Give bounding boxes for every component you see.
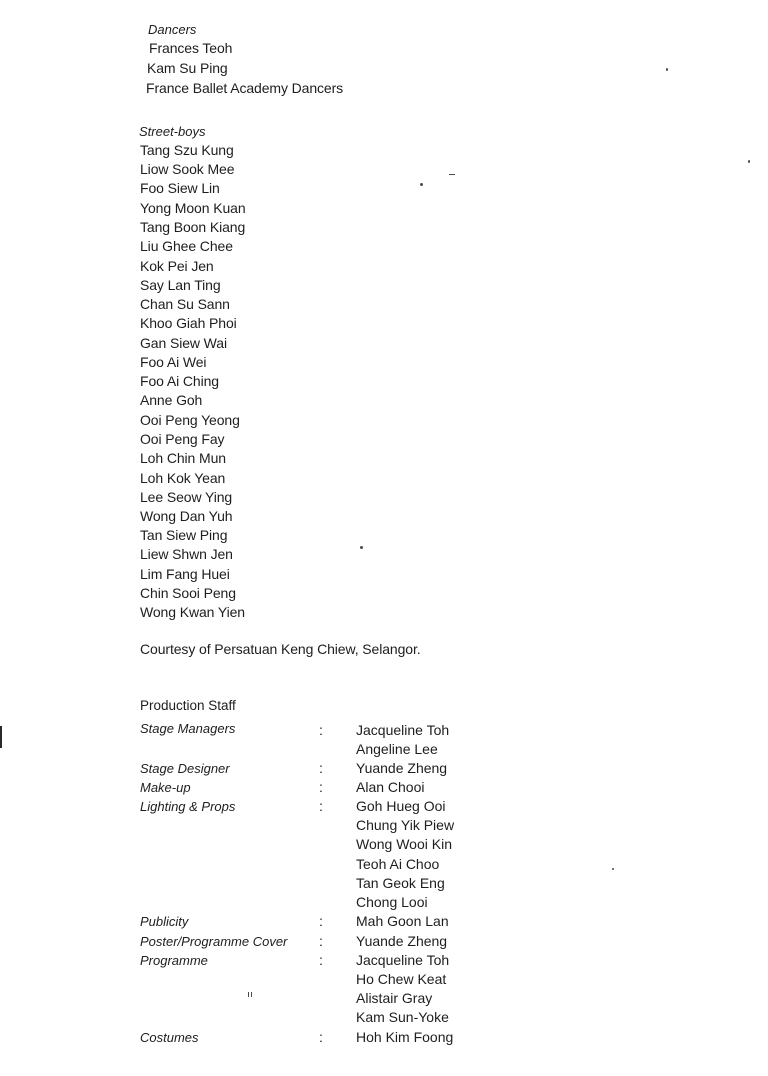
- street-boys-heading: Street-boys: [139, 124, 206, 139]
- staff-name: Yuande Zheng: [356, 760, 448, 776]
- staff-name: Teoh Ai Choo: [356, 856, 440, 872]
- staff-role: Costumes: [140, 1030, 199, 1045]
- street-boy-name: Loh Chin Mun: [140, 450, 226, 466]
- staff-name: Angeline Lee: [356, 741, 438, 757]
- street-boy-name: Tang Boon Kiang: [140, 219, 246, 235]
- staff-name: Yuande Zheng: [356, 933, 448, 949]
- staff-role: Programme: [140, 953, 208, 968]
- street-boy-name: Ooi Peng Yeong: [140, 412, 240, 428]
- scan-speck: [360, 546, 363, 549]
- staff-separator: :: [319, 1029, 323, 1045]
- scan-speck: [612, 868, 614, 870]
- street-boy-name: Anne Goh: [140, 392, 203, 408]
- scan-speck: [251, 992, 252, 997]
- staff-separator: :: [319, 798, 323, 814]
- street-boy-name: Foo Ai Wei: [140, 354, 207, 370]
- staff-role: Publicity: [140, 914, 189, 929]
- dancer-name: Frances Teoh: [149, 40, 233, 56]
- dancers-heading: Dancers: [148, 22, 197, 37]
- street-boy-name: Liow Sook Mee: [140, 161, 235, 177]
- street-boy-name: Khoo Giah Phoi: [140, 315, 237, 331]
- staff-name: Alistair Gray: [356, 990, 433, 1006]
- street-boy-name: Lee Seow Ying: [140, 489, 233, 505]
- scan-speck: [420, 183, 423, 186]
- street-boy-name: Liu Ghee Chee: [140, 238, 233, 254]
- staff-separator: :: [319, 913, 323, 929]
- staff-name: Jacqueline Toh: [356, 722, 450, 738]
- street-boy-name: Kok Pei Jen: [140, 258, 214, 274]
- staff-role: Make-up: [140, 780, 191, 795]
- staff-name: Jacqueline Toh: [356, 952, 450, 968]
- street-boy-name: Chan Su Sann: [140, 296, 230, 312]
- staff-name: Kam Sun-Yoke: [356, 1009, 449, 1025]
- dancer-name: France Ballet Academy Dancers: [146, 80, 344, 96]
- scan-speck: [666, 68, 668, 71]
- scan-speck: [248, 992, 249, 997]
- staff-role: Lighting & Props: [140, 799, 236, 814]
- staff-name: Wong Wooi Kin: [356, 836, 452, 852]
- scan-edge-mark: [0, 726, 2, 748]
- staff-separator: :: [319, 952, 323, 968]
- street-boy-name: Foo Siew Lin: [140, 180, 220, 196]
- staff-separator: :: [319, 760, 323, 776]
- street-boy-name: Lim Fang Huei: [140, 566, 230, 582]
- street-boy-name: Foo Ai Ching: [140, 373, 219, 389]
- staff-separator: :: [319, 722, 323, 738]
- street-boy-name: Ooi Peng Fay: [140, 431, 225, 447]
- staff-name: Alan Chooi: [356, 779, 425, 795]
- street-boy-name: Say Lan Ting: [140, 277, 221, 293]
- dancer-name: Kam Su Ping: [147, 60, 228, 76]
- street-boy-name: Gan Siew Wai: [140, 335, 227, 351]
- street-boy-name: Tang Szu Kung: [140, 142, 234, 158]
- production-staff-heading: Production Staff: [140, 698, 236, 713]
- street-boy-name: Yong Moon Kuan: [140, 200, 246, 216]
- street-boy-name: Loh Kok Yean: [140, 470, 226, 486]
- street-boy-name: Wong Kwan Yien: [140, 604, 245, 620]
- staff-role: Stage Managers: [140, 721, 236, 736]
- staff-separator: :: [319, 933, 323, 949]
- street-boy-name: Wong Dan Yuh: [140, 508, 233, 524]
- staff-name: Mah Goon Lan: [356, 913, 449, 929]
- staff-role: Poster/Programme Cover: [140, 934, 288, 949]
- staff-name: Tan Geok Eng: [356, 875, 445, 891]
- scan-speck: [748, 160, 750, 163]
- street-boy-name: Liew Shwn Jen: [140, 546, 233, 562]
- courtesy-note: Courtesy of Persatuan Keng Chiew, Selangor.: [140, 641, 421, 657]
- staff-name: Chung Yik Piew: [356, 817, 455, 833]
- staff-name: Ho Chew Keat: [356, 971, 447, 987]
- staff-name: Hoh Kim Foong: [356, 1029, 454, 1045]
- staff-role: Stage Designer: [140, 761, 230, 776]
- staff-name: Goh Hueg Ooi: [356, 798, 446, 814]
- staff-separator: :: [319, 779, 323, 795]
- scan-speck: [449, 174, 455, 175]
- street-boy-name: Chin Sooi Peng: [140, 585, 236, 601]
- staff-name: Chong Looi: [356, 894, 428, 910]
- street-boy-name: Tan Siew Ping: [140, 527, 228, 543]
